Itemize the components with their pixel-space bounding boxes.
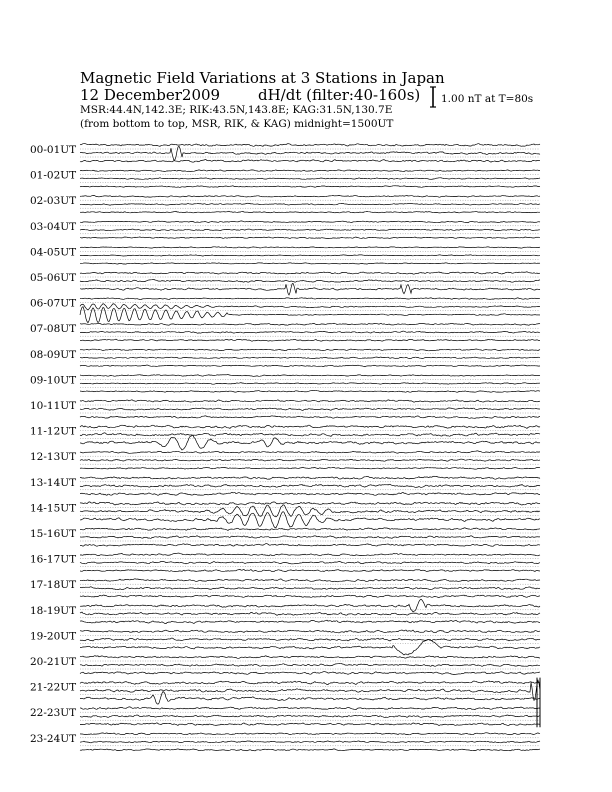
hour-row — [30, 400, 540, 419]
trace-line — [80, 416, 540, 419]
hour-label: 12-13UT — [30, 451, 77, 464]
trace-line — [80, 492, 540, 495]
trace-line — [80, 255, 540, 256]
hour-row — [30, 656, 540, 675]
hour-label: 19-20UT — [30, 630, 77, 643]
trace-line — [80, 639, 540, 655]
hour-label: 08-09UT — [30, 348, 77, 361]
trace-line — [80, 680, 540, 700]
hour-row — [30, 553, 540, 572]
trace-line — [80, 544, 540, 547]
station-coordinates: MSR:44.4N,142.3E; RIK:43.5N,143.8E; KAG:31.5N,130.7E — [80, 104, 393, 116]
hour-row — [30, 528, 540, 547]
trace-line — [80, 723, 540, 726]
trace-line — [80, 390, 540, 392]
trace-line — [80, 298, 540, 300]
trace-line — [80, 433, 540, 437]
hour-label: 13-14UT — [30, 476, 77, 489]
trace-line — [80, 178, 540, 180]
hour-row — [30, 272, 540, 295]
trace-line — [80, 612, 540, 615]
hour-row — [30, 144, 540, 163]
trace-line — [80, 476, 540, 479]
hour-label: 03-04UT — [30, 220, 77, 233]
chart-title: Magnetic Field Variations at 3 Stations in Japan — [80, 69, 445, 87]
trace-line — [80, 425, 540, 428]
trace-line — [80, 160, 540, 163]
trace-line — [80, 247, 540, 248]
hour-row — [30, 425, 540, 450]
trace-line — [80, 339, 540, 341]
hour-label: 15-16UT — [30, 528, 77, 540]
trace-line — [80, 502, 540, 505]
trace-line — [80, 459, 540, 461]
trace-line — [80, 561, 540, 564]
trace-line — [80, 186, 540, 188]
hour-row — [30, 707, 540, 726]
trace-line — [80, 323, 540, 325]
trace-line — [80, 237, 540, 239]
trace-line — [80, 451, 540, 453]
trace-line — [80, 307, 540, 323]
trace-line — [80, 595, 540, 598]
trace-line — [80, 741, 540, 743]
trace-line — [80, 435, 540, 450]
trace-line — [80, 663, 540, 666]
trace-line — [80, 484, 540, 487]
trace-line — [80, 570, 540, 572]
hour-label: 16-17UT — [30, 553, 77, 566]
trace-line — [80, 692, 540, 705]
chart-date: 12 December2009 — [80, 86, 221, 104]
filter-label: dH/dt (filter:40-160s) — [258, 86, 421, 104]
trace-line — [80, 229, 540, 231]
trace-line — [80, 203, 540, 205]
trace-line — [80, 144, 540, 147]
trace-line — [80, 638, 540, 641]
trace-line — [80, 280, 540, 283]
hour-label: 11-12UT — [30, 425, 77, 438]
trace-line — [80, 357, 540, 359]
trace-line — [80, 630, 540, 633]
hour-row — [30, 221, 540, 239]
trace-line — [80, 375, 540, 377]
hour-label: 05-06UT — [30, 272, 77, 284]
trace-line — [80, 467, 540, 469]
hour-label: 10-11UT — [30, 400, 77, 412]
hour-label: 06-07UT — [30, 297, 77, 310]
trace-line — [80, 383, 540, 385]
hour-label: 18-19UT — [30, 604, 77, 617]
hour-label: 04-05UT — [30, 246, 77, 259]
trace-line — [80, 536, 540, 539]
hour-row — [30, 733, 540, 751]
trace-line — [80, 512, 540, 528]
trace-line — [80, 221, 540, 223]
hour-label: 17-18UT — [30, 579, 77, 592]
trace-line — [80, 331, 540, 333]
hour-row — [30, 195, 540, 213]
trace-line — [80, 672, 540, 675]
hour-row — [30, 680, 540, 704]
trace-line — [80, 715, 540, 718]
hour-row — [30, 630, 540, 655]
hour-label: 07-08UT — [30, 323, 77, 336]
trace-line — [80, 707, 540, 710]
trace-line — [80, 170, 540, 172]
trace-line — [80, 263, 540, 264]
hour-row — [30, 374, 540, 392]
hour-row — [30, 599, 540, 623]
hour-label: 01-02UT — [30, 169, 77, 182]
hour-row — [30, 502, 540, 528]
hour-row — [30, 298, 540, 323]
hour-row — [30, 349, 540, 367]
hour-row — [30, 246, 540, 264]
hour-label: 00-01UT — [30, 144, 77, 156]
hour-row — [30, 323, 540, 341]
trace-line — [80, 400, 540, 402]
trace-line — [80, 587, 540, 590]
trace-line — [80, 553, 540, 556]
hour-label: 02-03UT — [30, 195, 77, 208]
hour-row — [30, 476, 540, 495]
trace-line — [80, 505, 540, 517]
trace-line — [80, 528, 540, 531]
trace-line — [80, 211, 540, 213]
trace-line — [80, 408, 540, 411]
trace-line — [80, 749, 540, 751]
hour-label: 21-22UT — [30, 681, 77, 694]
trace-line — [80, 304, 540, 310]
trace-line — [80, 272, 540, 274]
trace-line — [80, 579, 540, 582]
trace-line — [80, 365, 540, 367]
hour-label: 14-15UT — [30, 502, 77, 515]
trace-line — [80, 620, 540, 623]
trace-line — [80, 195, 540, 197]
scale-label: 1.00 nT at T=80s — [441, 93, 534, 105]
hour-label: 22-23UT — [30, 707, 77, 720]
hour-row — [30, 170, 540, 188]
trace-line — [80, 733, 540, 735]
hour-label: 09-10UT — [30, 374, 77, 387]
hour-label: 20-21UT — [30, 656, 77, 668]
trace-line — [80, 146, 540, 160]
hour-row — [30, 579, 540, 598]
hour-label: 23-24UT — [30, 732, 77, 745]
station-order-note: (from bottom to top, MSR, RIK, & KAG) midnight=1500UT — [80, 118, 394, 130]
hour-row — [30, 451, 540, 469]
trace-line — [80, 349, 540, 351]
trace-line — [80, 681, 540, 685]
trace-line — [80, 656, 540, 659]
